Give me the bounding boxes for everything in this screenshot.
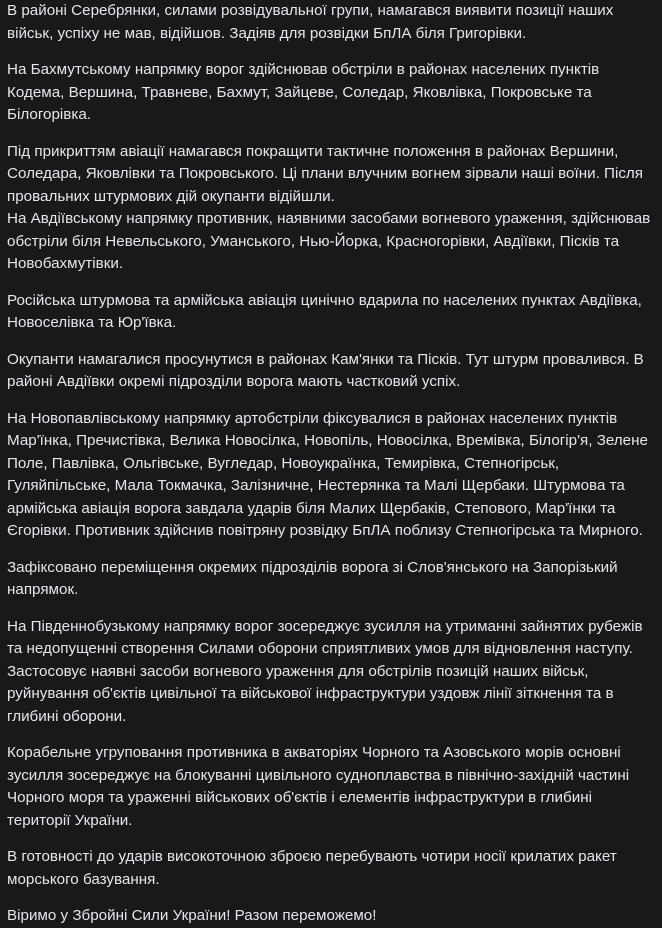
post-paragraph: Зафіксовано переміщення окремих підрозділів ворога зі Слов'янського на Запорізький напрямок. — [7, 558, 618, 598]
post-paragraph: В районі Серебрянки, силами розвідувальної групи, намагався виявити позиції наших військ, успіху не мав, відійшов. Задіяв для розвідки БпЛА біля Григорівки. — [7, 2, 614, 42]
post-paragraph: На Бахмутському напрямку ворог здійснював обстріли в районах населених пунктів Кодема, Вершина, Травневе, Бахмут, Зайцеве, Соледар, Яковлівка, Покровське та Білогорівка. — [7, 61, 600, 123]
post-paragraph: На Південнобузькому напрямку ворог зосереджує зусилля на утриманні зайнятих рубежів та недопущенні створення Силами оборони сприятливих умов для відновлення наступу. Застосовує наявні засоби вогневого ураження для обстрілів позицій наших військ, руйнування об'єктів цивільної та військової інфраструктури уздовж лінії зіткнення та в глибині оборони. — [7, 617, 643, 725]
post-closing-line: Віримо у Збройні Сили України! Разом переможемо! — [7, 907, 377, 924]
post-paragraph: Окупанти намагалися просунутися в районах Кам'янки та Пісків. Тут штурм провалився. В районі Авдіївки окремі підрозділи ворога мають частковий успіх. — [7, 350, 644, 390]
post-paragraph: Російська штурмова та армійська авіація цинічно вдарила по населених пунктах Авдіївка, Новоселівка та Юр'ївка. — [7, 291, 642, 331]
post-paragraph: Під прикриттям авіації намагався покращити тактичне положення в районах Вершини, Соледара, Яковлівки та Покровського. Ці плани влучним вогнем зірвали наші воїни. Після провальних штурмових дій окупанти відійшли. — [7, 142, 644, 205]
post-paragraph: Корабельне угруповання противника в акваторіях Чорного та Азовського морів основні зусилля зосереджує на блокуванні цивільного судноплавства в північно-західній частині Чорного моря та ураженні військових об'єктів і елементів інфраструктури в глибині території України. — [7, 744, 630, 829]
post-paragraph: На Новопавлівському напрямку артобстріли фіксувалися в районах населених пунктів Мар'їнка, Пречистівка, Велика Новосілка, Новопіль, Новосілка, Времівка, Білогір'я, Зелене Поле, Павлівка, Ольгівське, Вугледар, Новоукраїнка, Темирівка, Степногірськ, Гуляйпільське, Мала Токмачка, Залізничне, Нестерянка та Малі Щербаки. Штурмова та армійська авіація ворога завдала ударів біля Малих Щербаків, Степового, Мар'їнки та Єгорівки. Противник здійснив повітряну розвідку БпЛА поблизу Степногірська та Мирного. — [7, 409, 648, 539]
post-paragraph: В готовності до ударів високоточною зброєю перебувають чотири носії крилатих ракет морського базування. — [7, 848, 617, 888]
post-paragraph: На Авдіївському напрямку противник, наявними засобами вогневого ураження, здійснював обстріли біля Невельського, Уманського, Нью-Йорка, Красногорівки, Авдіївки, Пісків та Новобахмутівки. — [7, 210, 651, 272]
